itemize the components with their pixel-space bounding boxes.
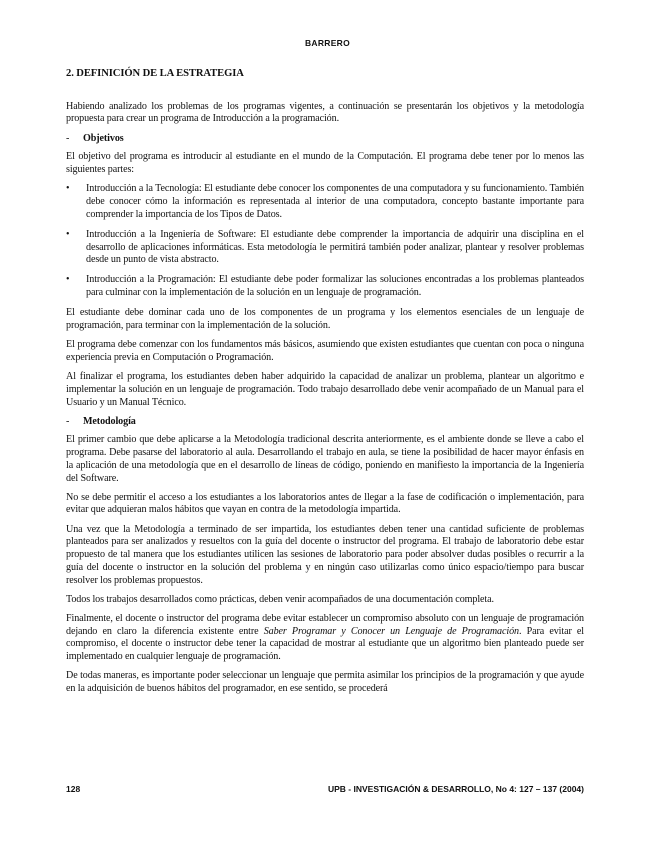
- body-paragraph: Al finalizar el programa, los estudiantes deben haber adquirido la capacidad de analizar un problema, plantear un algoritmo e implementar la solución en un lenguaje de programación. Todo trabajo desarrollado debe venir acompañado de un Manual para el Usuario y un Manual Técnico.: [66, 371, 584, 408]
- body-paragraph: No se debe permitir el acceso a los estudiantes a los laboratorios antes de llegar a la fase de codificación o implementación, para evitar que adquieran malos hábitos que vayan en contra de la metodología impartida.: [66, 491, 584, 516]
- article-body: [66, 68, 584, 702]
- subheading-dash: -: [66, 132, 70, 144]
- page-footer: [66, 784, 584, 794]
- body-paragraph: Todos los trabajos desarrollados como prácticas, deben venir acompañados de una documentación completa.: [66, 593, 494, 605]
- subheading-metodologia: [66, 416, 584, 429]
- bullet-text: Introducción a la Ingeniería de Software: El estudiante debe comprender la importancia de adquirir una disciplina en el desarrollo de aplicaciones informáticas. Esta metodología le permitirá también poder analizar, plantear y resolver problemas desde un punto de vista abstracto.: [86, 228, 584, 266]
- bullet-text: Introducción a la Tecnología: El estudiante debe conocer los componentes de una computadora y su funcionamiento. También debe conocer cómo la información es representada al interior de una computadora, concepto bastante importante para comprender la importancia de los Tipos de Datos.: [86, 183, 584, 220]
- body-paragraph: De todas maneras, es importante poder seleccionar un lenguaje que permita asimilar los principios de la programación y que ayude en la adquisición de buenos hábitos del programador, en ese sentido, se procederá: [66, 670, 584, 694]
- page-number: 128: [66, 784, 81, 794]
- subheading-dash: -: [66, 415, 70, 427]
- bullet-item: [66, 229, 584, 267]
- body-paragraph: El programa debe comenzar con los fundamentos más básicos, asumiendo que existen estudiantes que cuentan con poca o ninguna experiencia previa en Computación o Programación.: [66, 339, 584, 363]
- bullet-icon: •: [66, 228, 70, 240]
- subheading-objetivos: [66, 133, 584, 146]
- objetivos-bullet-list: [66, 183, 584, 300]
- intro-paragraph: Habiendo analizado los problemas de los programas vigentes, a continuación se presentarán los objetivos y la metodología propuesta para crear un programa de Introducción a la programación.: [66, 100, 584, 125]
- section-title: 2. DEFINICIÓN DE LA ESTRATEGIA: [66, 68, 244, 79]
- body-paragraph: Una vez que la Metodología a terminado de ser impartida, los estudiantes deben tener una cantidad suficiente de problemas planteados para ser analizados y resueltos con la guía del docente o instructor del programa. El trabajo de laboratorio debe estar propuesto de tal manera que los estudiantes utilicen las sesiones de laboratorio para poder absolver dudas posibles o recurrir a la guía del docente o instructor en la solución del problema y en ningún caso utilizarlas como único espacio/tiempo para buscar resolver los problemas propuestos.: [66, 523, 584, 586]
- journal-citation: UPB - INVESTIGACIÓN & DESARROLLO, No 4: 127 – 137 (2004): [327, 784, 584, 794]
- body-paragraph: El estudiante debe dominar cada uno de los componentes de un programa y los elementos esenciales de un lenguaje de programación, para terminar con la implementación de la solución.: [66, 307, 584, 332]
- italic-term: Saber Programar y Conocer un Lenguaje de Programación: [263, 625, 519, 637]
- text-run: Finalmente, el docente o instructor del programa debe evitar establecer un compromiso absoluto con un lenguaje de programación dejando en claro la diferencia existente entre: [66, 612, 584, 637]
- running-head: BARRERO: [304, 38, 351, 48]
- body-paragraph: [66, 613, 584, 664]
- bullet-item: [66, 183, 584, 221]
- body-paragraph: El primer cambio que debe aplicarse a la Metodología tradicional descrita anteriormente, es el ambiente donde se lleve a cabo el programa. Debe pasarse del laboratorio al aula. Desarrollando el trabajo en aula, se tiene la posibilidad de hacer mayor énfasis en la aplicación de una metodología que en el desarrollo de líneas de código, poniendo en manifiesto la importancia de la Ingeniería del Software.: [66, 434, 584, 484]
- subheading-metodologia-label: Metodología: [83, 415, 136, 427]
- bullet-item: [66, 274, 584, 299]
- text-run: . Para evitar el compromiso, el docente o instructor debe tener la capacidad de mostrar al estudiante que un algoritmo bien planteado puede ser implementado en cualquier lenguaje de programación.: [66, 625, 584, 663]
- objetivos-lead: El objetivo del programa es introducir al estudiante en el mundo de la Computación. El programa debe tener por lo menos las siguientes partes:: [66, 151, 584, 176]
- bullet-icon: •: [66, 274, 70, 286]
- bullet-icon: •: [66, 183, 70, 195]
- bullet-text: Introducción a la Programación: El estudiante debe poder formalizar las soluciones encontradas a los problemas planteados para culminar con la implementación de la solución en un lenguaje de programación.: [86, 274, 584, 299]
- subheading-objetivos-label: Objetivos: [83, 132, 124, 144]
